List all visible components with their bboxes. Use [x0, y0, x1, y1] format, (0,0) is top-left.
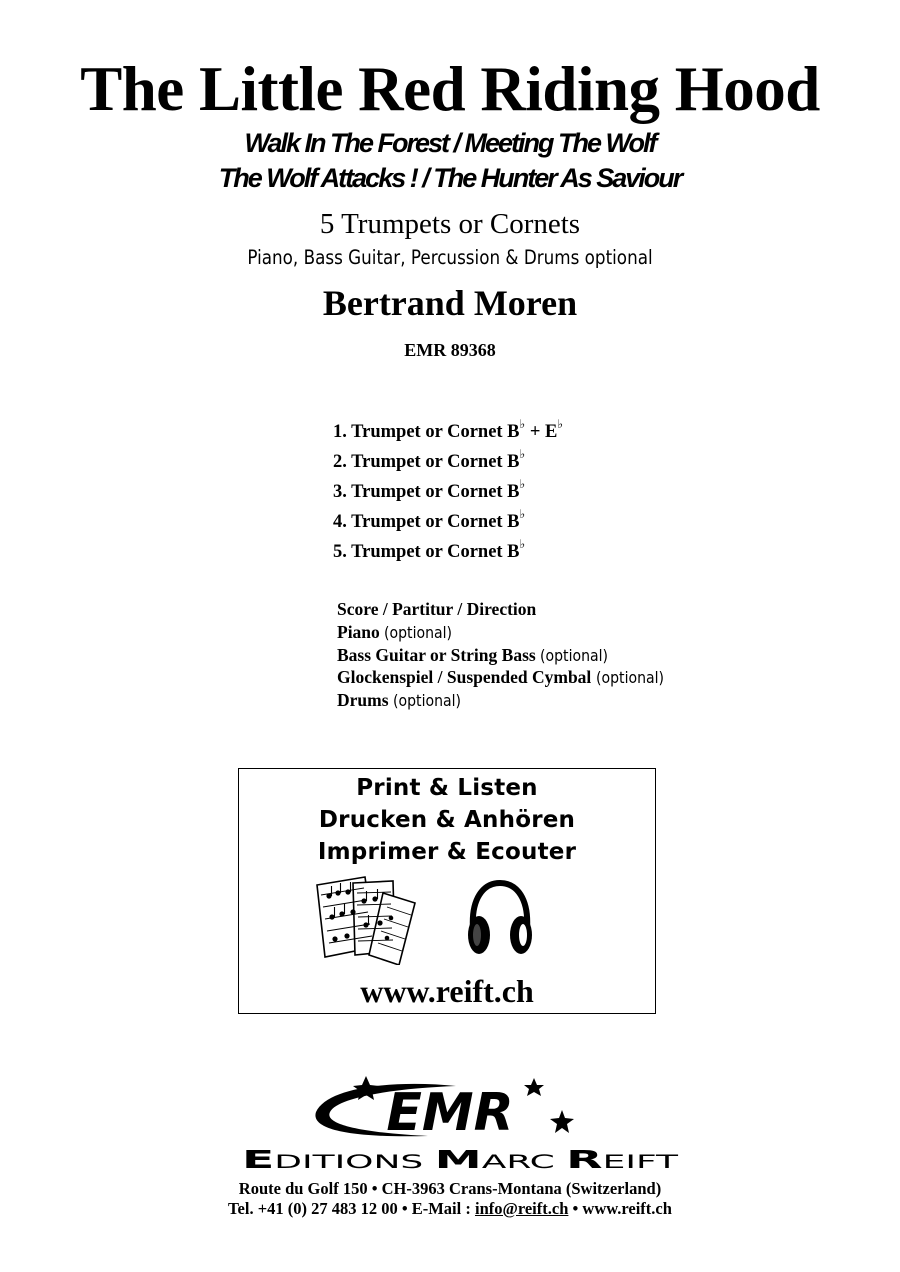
instrumentation: 5 Trumpets or Cornets: [319, 208, 581, 240]
email-link[interactable]: info@reift.ch: [474, 1199, 569, 1218]
parts-list: [333, 416, 564, 571]
headphones-icon: [465, 879, 535, 959]
emr-logo: [306, 1076, 578, 1144]
print-listen-box: [238, 768, 656, 1014]
flat-symbol: ♭: [557, 416, 564, 431]
svg-text:EMR: EMR: [386, 1083, 514, 1143]
extra-item: Drums (optional): [337, 690, 461, 711]
optional-instruments: Piano, Bass Guitar, Percussion & Drums optional: [247, 246, 653, 269]
flat-symbol: ♭: [519, 446, 526, 461]
promo-line-en: Print & Listen: [356, 775, 538, 801]
promo-line-fr: Imprimer & Ecouter: [317, 839, 577, 865]
flat-symbol: ♭: [519, 476, 526, 491]
part-item: 2. Trumpet or Cornet B♭: [333, 446, 526, 472]
extra-item: Glockenspiel / Suspended Cymbal (optional): [337, 667, 664, 688]
publisher-name: [240, 1148, 680, 1170]
extra-item: Bass Guitar or String Bass (optional): [337, 644, 609, 665]
part-item: 5. Trumpet or Cornet B♭: [333, 536, 526, 562]
publisher-address: Route du Golf 150 • CH-3963 Crans-Montana (Switzerland): [238, 1179, 662, 1198]
page-title: The Little Red Riding Hood: [80, 54, 820, 124]
part-item: 4. Trumpet or Cornet B♭: [333, 506, 526, 532]
promo-line-de: Drucken & Anhören: [318, 807, 576, 833]
svg-text:EDITIONS MARC REIFT: E DITIONS M ARC R EIFT: [242, 1148, 643, 1170]
promo-url[interactable]: www.reift.ch: [360, 973, 534, 1009]
subtitle-line-1: Walk In The Forest / Meeting The Wolf: [244, 128, 656, 158]
subtitle-line-2: The Wolf Attacks ! / The Hunter As Saviour: [218, 163, 682, 193]
extras-list: [337, 598, 673, 712]
catalog-number: EMR 89368: [404, 340, 496, 360]
flat-symbol: ♭: [519, 536, 526, 551]
extra-item: Piano (optional): [337, 621, 453, 642]
flat-symbol: ♭: [519, 506, 526, 521]
publisher-contact: Tel. +41 (0) 27 483 12 00 • E-Mail : info@reift.ch • www.reift.ch: [228, 1199, 672, 1218]
sheet-music-icon: [311, 873, 423, 965]
composer-name: Bertrand Moren: [322, 283, 578, 323]
part-item: 3. Trumpet or Cornet B♭: [333, 476, 526, 502]
flat-symbol: ♭: [519, 416, 526, 431]
part-item: 1. Trumpet or Cornet B♭ + E♭: [333, 416, 564, 442]
extra-item: Score / Partitur / Direction: [337, 599, 537, 619]
